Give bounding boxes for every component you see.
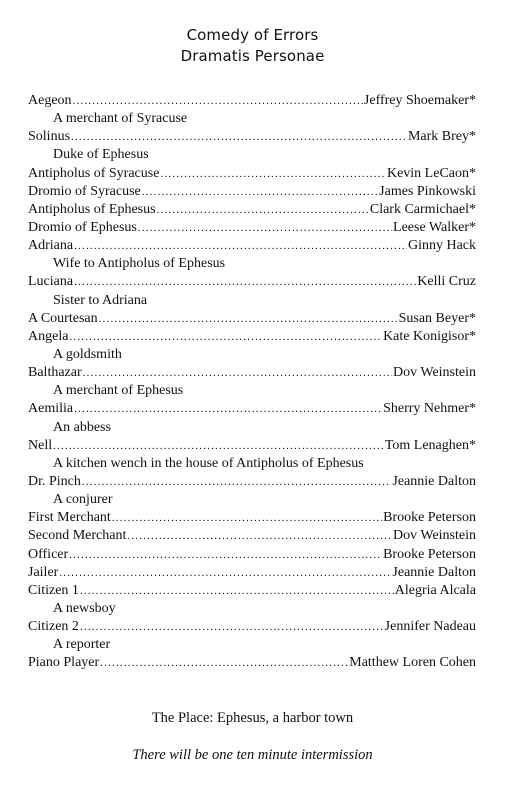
cast-row	[28, 546, 476, 564]
cast-row	[28, 654, 476, 672]
dot-leader	[53, 437, 384, 455]
role-name: Dromio of Syracuse	[28, 183, 141, 199]
cast-row	[28, 237, 476, 255]
actor-name: Tom Lenaghen*	[384, 437, 476, 453]
actor-name: Ginny Hack	[407, 238, 476, 254]
role-name: Balthazar	[28, 365, 82, 381]
role-name: Citizen 1	[28, 582, 79, 598]
dot-leader	[69, 328, 382, 346]
cast-row	[28, 400, 476, 418]
dot-leader	[82, 473, 392, 491]
cast-row	[28, 165, 476, 183]
cast-row	[28, 201, 476, 219]
actor-name: Matthew Loren Cohen	[349, 655, 476, 671]
role-name: First Merchant	[28, 510, 111, 526]
cast-list	[28, 92, 476, 673]
dot-leader	[99, 310, 398, 328]
role-name: Aemilia	[28, 401, 74, 417]
role-name: Aegeon	[28, 93, 72, 108]
dot-leader	[127, 527, 392, 545]
role-name: Jailer	[28, 564, 59, 580]
cast-row	[28, 564, 476, 582]
role-name: Piano Player	[28, 655, 100, 671]
role-description: Wife to Antipholus of Ephesus	[53, 256, 226, 272]
actor-name: Kate Konigisor*	[383, 328, 476, 344]
play-title: Comedy of Errors	[186, 26, 319, 44]
role-name: Dromio of Ephesus	[28, 219, 137, 235]
setting-note: The Place: Ephesus, a harbor town	[151, 710, 354, 726]
dot-leader	[74, 400, 382, 418]
role-description: A goldsmith	[53, 346, 122, 362]
cast-row	[28, 509, 476, 527]
cast-row	[28, 183, 476, 201]
role-description: A merchant of Ephesus	[53, 383, 184, 399]
dot-leader	[138, 219, 392, 237]
role-name: Antipholus of Syracuse	[28, 165, 160, 181]
dot-leader	[74, 273, 416, 291]
dot-leader	[80, 582, 394, 600]
cast-row	[28, 618, 476, 636]
dot-leader	[83, 364, 392, 382]
actor-name: Dov Weinstein	[393, 528, 476, 544]
role-name: Angela	[28, 328, 69, 344]
cast-row	[28, 473, 476, 491]
role-name: Second Merchant	[28, 528, 127, 544]
cast-row	[28, 128, 476, 146]
dot-leader	[160, 165, 386, 183]
dot-leader	[100, 654, 348, 672]
cast-row	[28, 364, 476, 382]
actor-name: Alegria Alcala	[394, 582, 476, 598]
dot-leader	[69, 546, 382, 564]
dot-leader	[71, 128, 407, 146]
actor-name: Mark Brey*	[407, 129, 476, 145]
role-description: A merchant of Syracuse	[53, 111, 188, 127]
role-description: Duke of Ephesus	[53, 147, 149, 163]
actor-name: Jeannie Dalton	[392, 564, 476, 580]
role-name: A Courtesan	[28, 310, 98, 326]
role-description: A conjurer	[53, 492, 113, 508]
role-description: A newsboy	[53, 600, 116, 616]
role-description: A reporter	[53, 637, 111, 653]
actor-name: Brooke Peterson	[383, 546, 476, 562]
dot-leader	[112, 509, 382, 527]
role-name: Solinus	[28, 129, 71, 145]
dot-leader	[59, 564, 391, 582]
role-name: Adriana	[28, 238, 74, 254]
role-name: Luciana	[28, 274, 74, 290]
dramatis-personae-heading: Dramatis Personae	[180, 47, 325, 65]
dot-leader	[73, 92, 363, 110]
intermission-note: There will be one ten minute intermission	[132, 747, 373, 763]
role-description: A kitchen wench in the house of Antipholus of Ephesus	[53, 455, 364, 471]
role-description: An abbess	[53, 419, 111, 435]
actor-name: James Pinkowski	[379, 183, 476, 199]
cast-row	[28, 273, 476, 291]
actor-name: Clark Carmichael*	[369, 201, 476, 217]
role-description: Sister to Adriana	[53, 292, 148, 308]
dot-leader	[157, 201, 369, 219]
actor-name: Dov Weinstein	[393, 365, 476, 381]
actor-name: Jeannie Dalton	[392, 473, 476, 489]
cast-row	[28, 437, 476, 455]
actor-name: Jeffrey Shoemaker*	[363, 93, 476, 108]
cast-row	[28, 92, 476, 110]
actor-name: Brooke Peterson	[383, 510, 476, 526]
actor-name: Kevin LeCaon*	[386, 165, 476, 181]
role-name: Dr. Pinch	[28, 473, 81, 489]
dot-leader	[142, 183, 378, 201]
dot-leader	[74, 237, 407, 255]
cast-row	[28, 527, 476, 545]
cast-row	[28, 219, 476, 237]
role-name: Nell	[28, 437, 53, 453]
actor-name: Leese Walker*	[393, 219, 476, 235]
role-name: Officer	[28, 546, 69, 562]
role-name: Citizen 2	[28, 619, 79, 635]
cast-row	[28, 328, 476, 346]
actor-name: Sherry Nehmer*	[383, 401, 476, 417]
role-name: Antipholus of Ephesus	[28, 201, 156, 217]
actor-name: Kelli Cruz	[417, 274, 476, 290]
dot-leader	[80, 618, 384, 636]
cast-row	[28, 582, 476, 600]
cast-row	[28, 310, 476, 328]
actor-name: Susan Beyer*	[398, 310, 476, 326]
actor-name: Jennifer Nadeau	[384, 619, 476, 635]
